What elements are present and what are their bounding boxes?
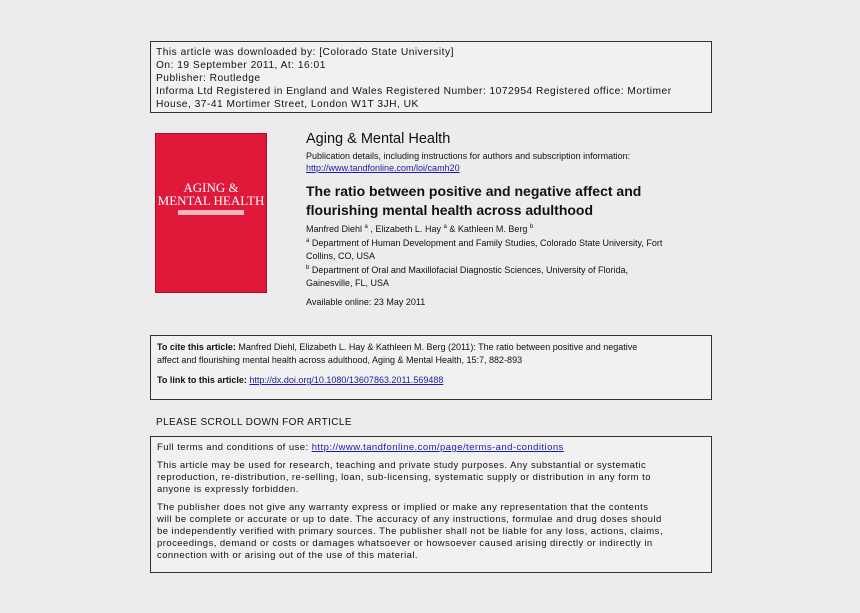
journal-title: Aging & Mental Health	[306, 131, 451, 147]
publication-url-link[interactable]: http://www.tandfonline.com/loi/camh20	[306, 163, 460, 173]
publication-details: Publication details, including instructions for authors and subscription information:	[306, 151, 631, 161]
scroll-notice: PLEASE SCROLL DOWN FOR ARTICLE	[156, 417, 352, 428]
affiliation-b	[306, 265, 628, 275]
paragraph-line: reproduction, re-distribution, re-selling, loan, sub-licensing, systematic supply or distribution in any form to	[157, 472, 651, 483]
paragraph-line: be independently verified with primary sources. The publisher shall not be liable for any loss, actions, claims,	[157, 526, 663, 537]
affiliation-a-cont: Collins, CO, USA	[306, 251, 376, 261]
journal-cover-image	[155, 133, 267, 293]
citation-box	[150, 335, 712, 400]
available-online-date: Available online: 23 May 2011	[306, 297, 426, 307]
affiliation-b-cont: Gainesville, FL, USA	[306, 278, 390, 288]
author-affiliation-sup: b	[529, 224, 534, 230]
download-line: On: 19 September 2011, At: 16:01	[156, 60, 326, 71]
citation-text	[157, 341, 705, 366]
author-name: & Kathleen M. Berg	[449, 224, 528, 234]
paragraph-line: anyone is expressly forbidden.	[157, 484, 299, 495]
terms-prefix: Full terms and conditions of use:	[157, 442, 312, 453]
authors	[306, 224, 533, 234]
disclaimer-paragraph	[157, 502, 705, 562]
article-title-line1: The ratio between positive and negative affect and	[306, 183, 642, 199]
author-affiliation-sup: a	[443, 224, 447, 230]
affiliation-sup: b	[306, 265, 310, 271]
affiliation-a	[306, 238, 662, 248]
cite-text-cont: affect and flourishing mental health across adulthood, Aging & Mental Health, 15:7, 882-893	[157, 354, 523, 365]
usage-paragraph	[157, 460, 705, 496]
affiliation-text: Department of Oral and Maxillofacial Diagnostic Sciences, University of Florida,	[309, 265, 628, 275]
affiliation-text: Department of Human Development and Family Studies, Colorado State University, Fort	[309, 238, 663, 248]
link-label: To link to this article:	[157, 375, 250, 385]
terms-link[interactable]: http://www.tandfonline.com/page/terms-and-conditions	[311, 442, 564, 453]
paragraph-line: The publisher does not give any warranty express or implied or make any representation that the contents	[157, 502, 649, 513]
author-name: Manfred Diehl	[306, 224, 363, 234]
affiliation-sup: a	[306, 238, 310, 244]
paragraph-line: connection with or arising out of the use of this material.	[157, 550, 419, 561]
cover-title-line2: MENTAL HEALTH	[157, 193, 265, 208]
terms-line	[157, 442, 705, 454]
cite-label: To cite this article:	[157, 342, 236, 352]
article-link-line	[157, 374, 705, 387]
download-info-box	[150, 41, 712, 113]
paragraph-line: will be complete or accurate or up to date. The accuracy of any instructions, formulae and drug doses should	[157, 514, 662, 525]
paragraph-line: proceedings, demand or costs or damages whatsoever or howsoever caused arising directly or indirectly in	[157, 538, 653, 549]
download-line: Informa Ltd Registered in England and Wales Registered Number: 1072954 Registered office: Mortimer	[156, 86, 672, 97]
paragraph-line: This article may be used for research, teaching and private study purposes. Any substantial or systematic	[157, 460, 647, 471]
cover-title-line1: AGING &	[183, 180, 239, 195]
author-name: , Elizabeth L. Hay	[370, 224, 441, 234]
terms-box	[150, 436, 712, 573]
author-affiliation-sup: a	[364, 224, 368, 230]
cite-text: Manfred Diehl, Elizabeth L. Hay & Kathleen M. Berg (2011): The ratio between positive and negative	[235, 342, 638, 352]
download-line: House, 37-41 Mortimer Street, London W1T 3JH, UK	[156, 99, 419, 110]
article-title-line2: flourishing mental health across adulthood	[306, 202, 594, 218]
download-line: This article was downloaded by: [Colorado State University]	[156, 47, 454, 58]
cover-strip	[178, 210, 244, 215]
download-line: Publisher: Routledge	[156, 73, 261, 84]
doi-link[interactable]: http://dx.doi.org/10.1080/13607863.2011.569488	[249, 375, 444, 385]
